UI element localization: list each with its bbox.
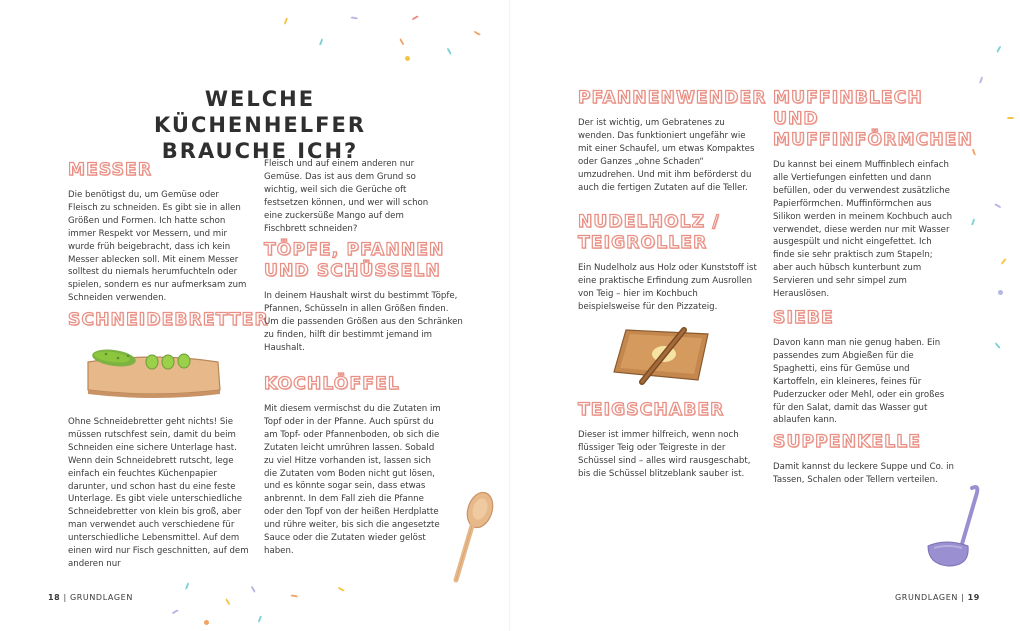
section-heading: TÖPFE, PFANNEN UND SCHÜSSELN — [264, 240, 445, 281]
section-text: Du kannst bei einem Muffinblech einfach alle Vertiefungen einfetten und dann befüllen, oder du verwendest zusätzliche Papierförmchen. Muffinförmchen aus Silikon werden in meinem Kochbuch auch verwendet, diese werden nur mit Wasser ausgespült und nicht eingefettet. Ich finde sie sehr praktisch zum Stapeln; aber auch hübsch kunterbunt zum Servieren und sehr simpel zum Herauslösen. — [773, 160, 953, 300]
footer-right: GRUNDLAGEN | 19 — [895, 593, 980, 602]
section-text: Damit kannst du leckere Suppe und Co. in Tassen, Schalen oder Tellern verteilen. — [773, 462, 954, 485]
section-text: Der ist wichtig, um Gebratenes zu wenden. Das funktioniert ungefähr wie mit einer Schaufel, um etwas Kompaktes oder Ganzes „ohne Schaden“ umzudrehen. Und mit ihm beförderst du auch die fertigen Zutaten auf die Teller. — [578, 118, 755, 193]
section-siebe — [773, 308, 955, 427]
section-text: Ein Nudelholz aus Holz oder Kunststoff ist eine praktische Erfindung zum Ausrollen von Teig – hier im Kochbuch beispielsweise für den Pizzateig. — [578, 263, 757, 312]
section-heading: PFANNENWENDER — [578, 88, 767, 108]
page-number: 19 — [967, 593, 980, 602]
section-messer — [68, 160, 248, 305]
page-title: WELCHE KÜCHENHELFER BRAUCHE ICH? — [153, 87, 367, 163]
section-heading: SIEBE — [773, 308, 834, 328]
section-teigschaber — [578, 400, 760, 481]
section-text: Ohne Schneidebretter geht nichts! Sie müssen rutschfest sein, damit du beim Schneiden eine sichere Unterlage hast. Wenn dein Schneidebrett rutscht, lege einfach ein feuchtes Küchenpapier darunter, und schon hast du eine feste Unterlage. Es gibt viele unterschiedliche Schneidebretter von klein bis groß, aber man verwendet auch verschiedene für unterschiedliche Lebensmittel. Auf dem einen wird nur Fisch geschnitten, auf dem anderen nur — [68, 417, 249, 569]
page-number: 18 — [48, 593, 61, 602]
section-suppenkelle — [773, 432, 955, 487]
section-kochloeffel — [264, 374, 446, 558]
cutting-board-illustration — [84, 338, 224, 402]
section-text: Davon kann man nie genug haben. Ein passendes zum Abgießen für die Spaghetti, eins für Gemüse und Kartoffeln, ein kleineres, feines für Puderzucker oder Mehl, oder ein großes für den Salat, damit das Wasser gut ablaufen kann. — [773, 338, 945, 426]
section-heading: TEIGSCHABER — [578, 400, 725, 420]
section-heading: NUDELHOLZ / TEIGROLLER — [578, 212, 720, 253]
section-heading: KOCHLÖFFEL — [264, 374, 400, 394]
section-text: In deinem Haushalt wirst du bestimmt Töpfe, Pfannen, Schüsseln in allen Größen finden. Um die passenden Größen aus den Schränken zu finden, hilft dir bestimmt jemand im Haushalt. — [264, 291, 463, 353]
section-toepfe — [264, 240, 464, 355]
wooden-spoon-illustration — [450, 490, 494, 584]
section-text: Mit diesem vermischst du die Zutaten im Topf oder in der Pfanne. Auch spürst du am Topf- oder Pfannenboden, ob sich die Zutaten leicht umrühren lassen. Sobald zu viel Hitze vorhanden ist, lassen sich die Zutaten vom Boden nicht gut lösen, und es könnte sogar sein, dass etwas anbrennt. In dem Fall zieh die Pfanne oder den Topf von der heißen Herdplatte und rühre weiter, bis sich die angesetzte Sauce oder die Zutaten wieder gelöst haben. — [264, 404, 441, 556]
section-heading: MESSER — [68, 160, 153, 180]
footer-label: GRUNDLAGEN — [69, 593, 133, 602]
footer-label: GRUNDLAGEN — [895, 593, 958, 602]
section-schneidebretter — [68, 310, 269, 339]
section-muffinblech — [773, 88, 973, 301]
footer-left: 18 | GRUNDLAGEN — [48, 593, 133, 602]
ladle-illustration — [926, 482, 982, 570]
section-heading: SUPPENKELLE — [773, 432, 922, 452]
section-pfannenwender — [578, 88, 767, 194]
rolling-pin-illustration — [612, 324, 714, 386]
section-text-continued: Fleisch und auf einem anderen nur Gemüse. Das ist aus dem Grund so wichtig, weil sich die Gerüche oft festsetzen können, und wer will schon eine zuckersüße Mango auf dem Fischbrett schneiden? — [264, 159, 429, 234]
section-heading: SCHNEIDEBRETTER — [68, 310, 269, 330]
book-gutter — [509, 0, 511, 631]
section-nudelholz — [578, 212, 760, 314]
section-text: Die benötigst du, um Gemüse oder Fleisch zu schneiden. Es gibt sie in allen Größen und Formen. Ich hatte schon immer Respekt vor Messern, und mir wurde früh beigebracht, dass ich kein Messer ablecken soll. Mit einem Messer solltest du niemals herumfuchteln oder spielen, sondern es nur aufmerksam zum Schneiden verwenden. — [68, 190, 247, 304]
section-text: Dieser ist immer hilfreich, wenn noch flüssiger Teig oder Teigreste in der Schüssel sind – alles wird rausgeschabt, bis die Schüssel blitzeblank sauber ist. — [578, 430, 751, 479]
section-heading: MUFFINBLECH UND MUFFINFÖRMCHEN — [773, 88, 973, 150]
